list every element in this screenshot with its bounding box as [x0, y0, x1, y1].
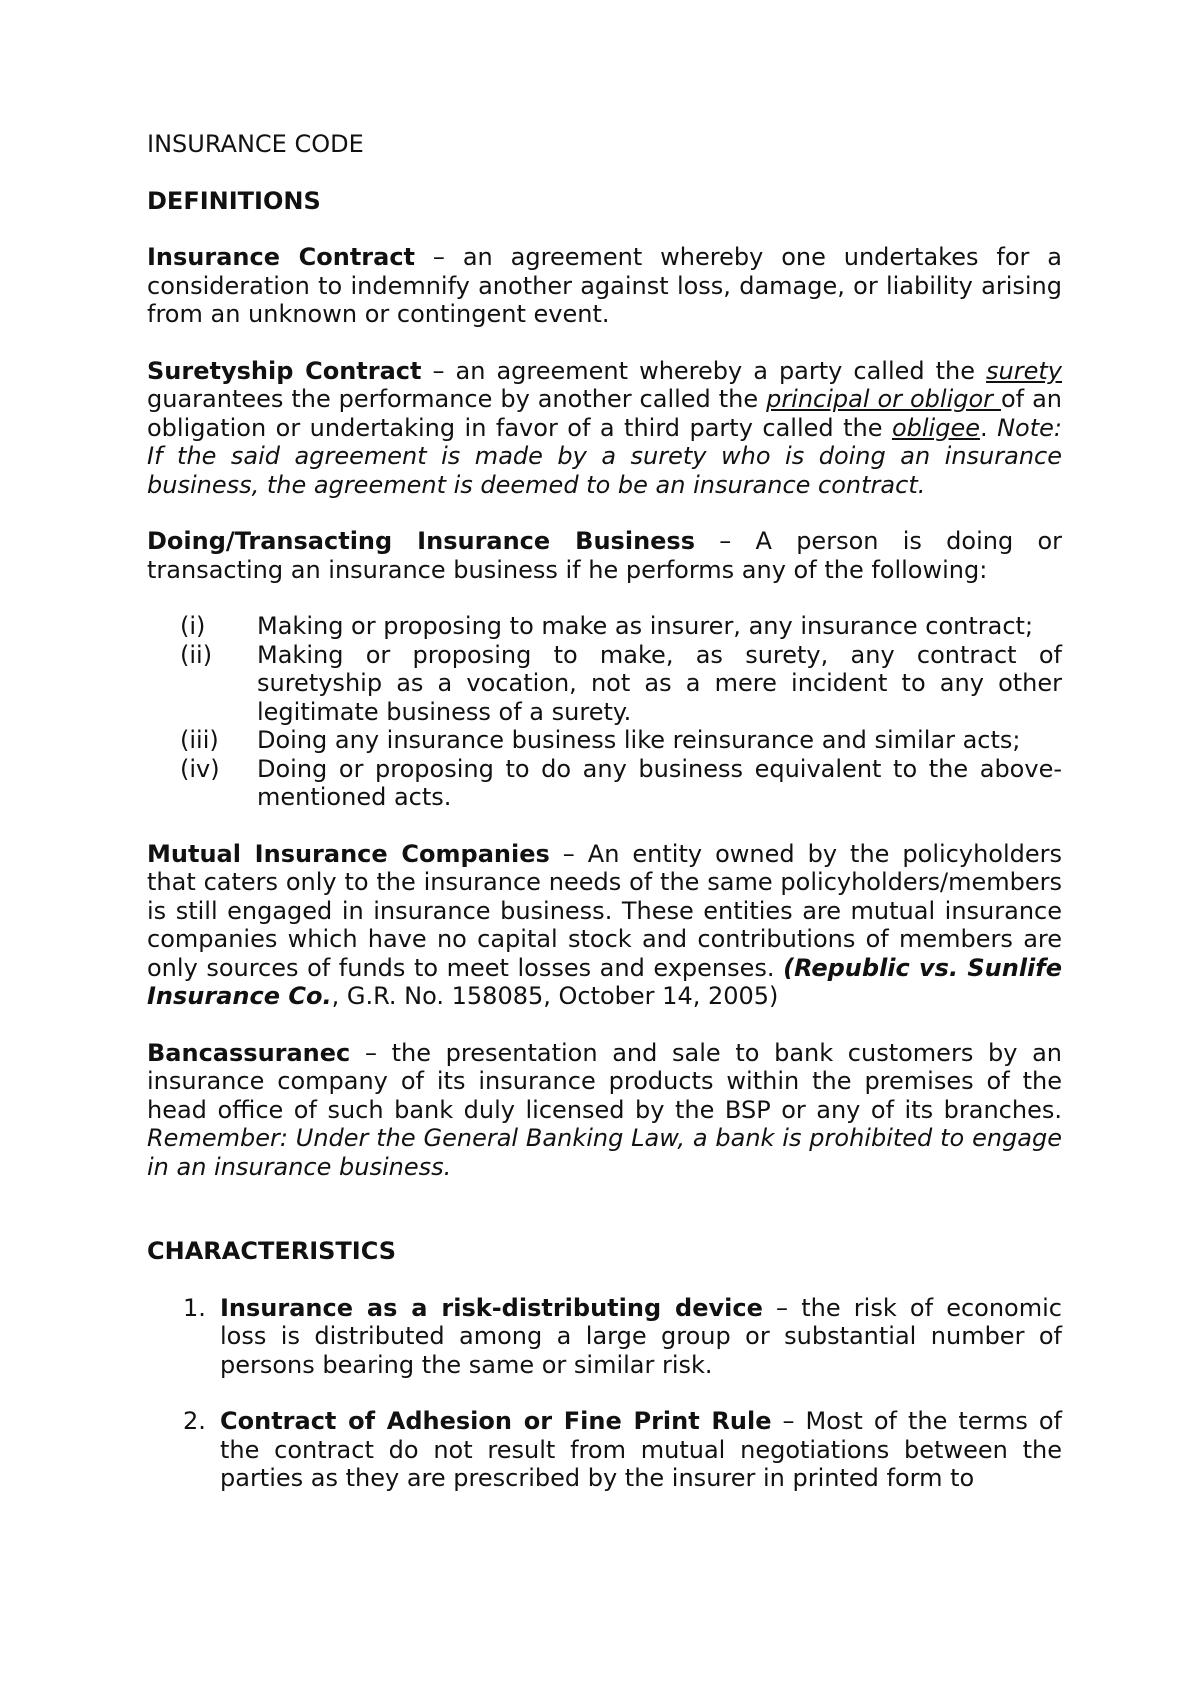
definition-text: – An entity owned by the policyholders that caters only to the insurance needs of the same policyholders/members is still engaged in insurance business. These entities are mutual insurance companies which have no capital stock and contributions of members are only sources of funds to meet losses and expenses. — [147, 839, 1063, 982]
definition-mutual-insurance — [147, 840, 1062, 1011]
case-name: (Republic vs. Sunlife Insurance Co. — [147, 953, 1062, 1010]
list-item-text: Doing or proposing to do any business equivalent to the above-mentioned acts. — [257, 754, 1062, 811]
list-marker: (iii) — [180, 726, 219, 754]
characteristic-text: – the risk of economic loss is distributed among a large group or substantial number of persons bearing the same or similar risk. — [220, 1293, 1062, 1379]
list-item — [147, 726, 1062, 755]
list-marker: 2. — [183, 1407, 206, 1435]
definition-insurance-contract — [147, 243, 1062, 329]
list-item-text: Doing any insurance business like reinsurance and similar acts; — [257, 726, 1021, 754]
characteristic-text: – Most of the terms of the contract do not result from mutual negotiations between the parties as they are prescribed by the insurer in printed form to — [220, 1407, 1063, 1492]
underlined-term-surety: surety — [986, 356, 1063, 385]
list-item — [147, 641, 1062, 727]
case-citation: , G.R. No. 158085, October 14, 2005) — [331, 982, 779, 1010]
list-item-text: Making or proposing to make as insurer, any insurance contract; — [257, 612, 1034, 640]
list-marker: (ii) — [180, 640, 213, 669]
characteristics-list — [147, 1294, 1062, 1493]
characteristics-heading: CHARACTERISTICS — [147, 1237, 397, 1265]
term-suretyship-contract: Suretyship Contract — [147, 356, 422, 385]
list-marker: 1. — [183, 1293, 206, 1322]
definition-text: . — [979, 413, 988, 442]
definitions-heading: DEFINITIONS — [147, 186, 321, 215]
definition-text: – A person is doing or transacting an insurance business if he performs any of the following: — [147, 527, 1062, 584]
term-mutual-insurance: Mutual Insurance Companies — [147, 839, 550, 868]
term-doing-business: Doing/Transacting Insurance Business — [147, 527, 695, 555]
definition-text: of an obligation or undertaking in favor of a third party called the — [147, 385, 1062, 442]
list-item — [147, 1294, 1062, 1380]
list-marker: (iv) — [180, 754, 220, 783]
doing-business-list — [147, 612, 1062, 812]
underlined-term-principal: principal or obligor — [766, 385, 1001, 413]
list-marker: (i) — [180, 612, 206, 640]
document-title: INSURANCE CODE — [147, 130, 364, 158]
note-text: Note: If the said agreement is made by a surety who is doing an insurance business, the agreement is deemed to be an insurance contract. — [147, 413, 1062, 499]
definition-text: – an agreement whereby a party called the — [421, 356, 987, 385]
term-insurance-contract: Insurance Contract — [147, 243, 416, 271]
definition-text: – an agreement whereby one undertakes for a consideration to indemnify another against loss, damage, or liability arising from an unknown or contingent event. — [147, 243, 1062, 328]
list-item — [147, 755, 1062, 812]
characteristic-term: Insurance as a risk-distributing device — [220, 1293, 763, 1322]
note-text: Remember: Under the General Banking Law, a bank is prohibited to engage in an insurance business. — [147, 1124, 1062, 1181]
definition-doing-business — [147, 527, 1062, 584]
definition-suretyship-contract — [147, 357, 1062, 500]
list-item-text: Making or proposing to make, as surety, any contract of suretyship as a vocation, not as a mere incident to any other legitimate business of a surety. — [257, 640, 1062, 726]
definition-text: – the presentation and sale to bank customers by an insurance company of its insurance products within the premises of the head office of such bank duly licensed by the BSP or any of its branches. — [147, 1038, 1062, 1124]
definition-text: guarantees the performance by another called the — [147, 385, 767, 413]
blank-line — [147, 1209, 1062, 1237]
list-item — [147, 1407, 1062, 1493]
underlined-term-obligee: obligee — [891, 413, 980, 442]
definition-bancassurance — [147, 1039, 1062, 1182]
list-item — [147, 612, 1062, 641]
term-bancassurance: Bancassuranec — [147, 1038, 351, 1067]
document-page — [147, 130, 1062, 1521]
characteristic-term: Contract of Adhesion or Fine Print Rule — [220, 1407, 772, 1435]
